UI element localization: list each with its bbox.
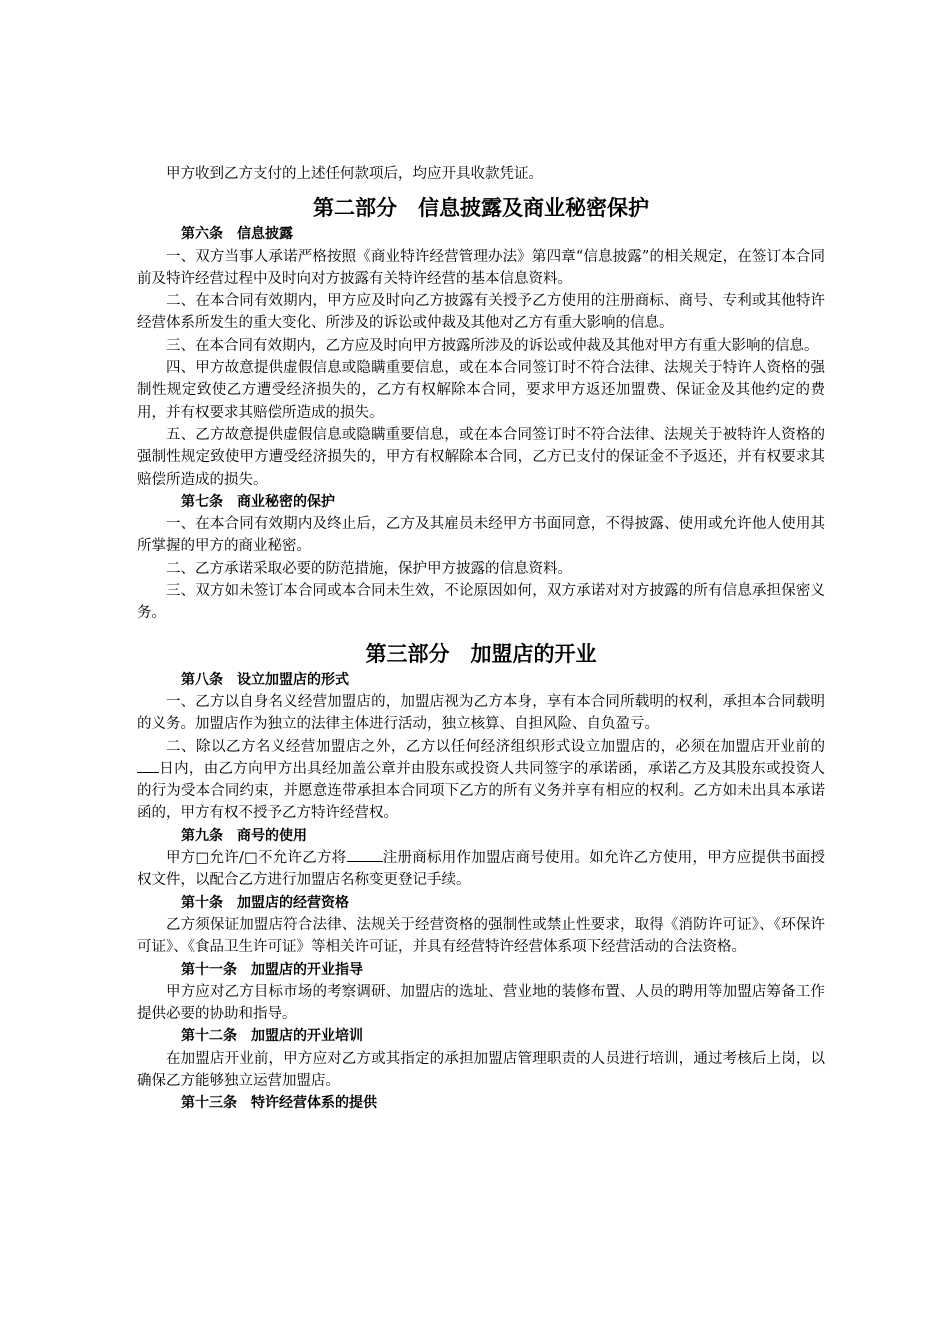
article6-para3: 三、在本合同有效期内，乙方应及时向甲方披露所涉及的诉讼或仲裁及其他对甲方有重大影响的信息。 — [166, 337, 819, 354]
article10-heading: 第十条 加盟店的经营资格 — [181, 894, 349, 911]
article6-para2: 二、在本合同有效期内，甲方应及时向乙方披露有关授予乙方使用的注册商标、商号、专利或其他特许经营体系所发生的重大变化、所涉及的诉讼或仲裁及其他对乙方有重大影响的信息。 — [137, 293, 825, 332]
article12-heading: 第十二条 加盟店的开业培训 — [181, 1028, 363, 1045]
part2-title: 第二部分 信息披露及商业秘密保护 — [313, 196, 649, 221]
article7-para3: 三、双方如未签订本合同或本合同未生效，不论原因如何，双方承诺对对方披露的所有信息承担保密义务。 — [137, 583, 825, 622]
article11-heading: 第十一条 加盟店的开业指导 — [181, 961, 363, 978]
article6-heading: 第六条 信息披露 — [181, 226, 293, 243]
article8-para2-part2: 日内，由乙方向甲方出具经加盖公章并由股东或投资人共同签字的承诺函，承诺乙方及其股东或投资人的行为受本合同约束，并愿意连带承担本合同项下乙方的所有义务并享有相应的权利。乙方如未出具本承诺函的，甲方有权不授予乙方特许经营权。 — [137, 760, 825, 822]
article11-para: 甲方应对乙方目标市场的考察调研、加盟店的选址、营业地的装修布置、人员的聘用等加盟店筹备工作提供必要的协助和指导。 — [137, 983, 825, 1023]
document-page — [137, 163, 825, 1115]
article9-para — [137, 847, 825, 892]
intro-paragraph: 甲方收到乙方支付的上述任何款项后，均应开具收款凭证。 — [166, 166, 543, 182]
article9-para-part2: 注册商标用作加盟店商号使用。如允许乙方使用，甲方应提供书面授权文件，以配合乙方进行加盟店名称变更登记手续。 — [137, 850, 825, 889]
days-blank — [137, 758, 159, 773]
article8-para2 — [137, 736, 825, 825]
article6-para5: 五、乙方故意提供虚假信息或隐瞒重要信息，或在本合同签订时不符合法律、法规关于被特许人资格的强制性规定致使甲方遭受经济损失的，甲方有权解除本合同，乙方已支付的保证金不予返还，并有权要求其赔偿所造成的损失。 — [137, 426, 825, 488]
article12-para: 在加盟店开业前，甲方应对乙方或其指定的承担加盟店管理职责的人员进行培训，通过考核后上岗，以确保乙方能够独立运营加盟店。 — [137, 1050, 825, 1089]
article6-para1: 一、双方当事人承诺严格按照《商业特许经营管理办法》第四章“信息披露”的相关规定，在签订本合同前及特许经营过程中及时向对方披露有关特许经营的基本信息资料。 — [137, 248, 825, 287]
article9-heading: 第九条 商号的使用 — [181, 827, 307, 844]
article10-para: 乙方须保证加盟店符合法律、法规关于经营资格的强制性或禁止性要求，取得《消防许可证》、《环保许可证》、《食品卫生许可证》等相关许可证，并具有经营特许经营体系项下经营活动的合法资格。 — [137, 916, 825, 956]
article13-heading: 第十三条 特许经营体系的提供 — [181, 1095, 377, 1112]
article7-heading: 第七条 商业秘密的保护 — [181, 493, 335, 510]
article8-para2-part1: 二、除以乙方名义经营加盟店之外，乙方以任何经济组织形式设立加盟店的，必须在加盟店开业前的 — [166, 738, 825, 755]
article7-para2: 二、乙方承诺采取必要的防范措施，保护甲方披露的信息资料。 — [166, 560, 572, 577]
trademark-blank — [347, 847, 383, 862]
article8-para1: 一、乙方以自身名义经营加盟店的，加盟店视为乙方本身，享有本合同所载明的权利，承担本合同载明的义务。加盟店作为独立的法律主体进行活动，独立核算、自担风险、自负盈亏。 — [137, 693, 825, 733]
article9-para-part1: 甲方□允许/□不允许乙方将 — [166, 850, 347, 867]
article6-para4: 四、甲方故意提供虚假信息或隐瞒重要信息，或在本合同签订时不符合法律、法规关于特许人资格的强制性规定致使乙方遭受经济损失的，乙方有权解除本合同，要求甲方返还加盟费、保证金及其他约定的费用，并有权要求其赔偿所造成的损失。 — [137, 360, 825, 421]
article7-para1: 一、在本合同有效期内及终止后，乙方及其雇员未经甲方书面同意，不得披露、使用或允许他人使用其所掌握的甲方的商业秘密。 — [137, 516, 825, 555]
article8-heading: 第八条 设立加盟店的形式 — [181, 671, 349, 688]
part3-title: 第三部分 加盟店的开业 — [365, 641, 597, 666]
